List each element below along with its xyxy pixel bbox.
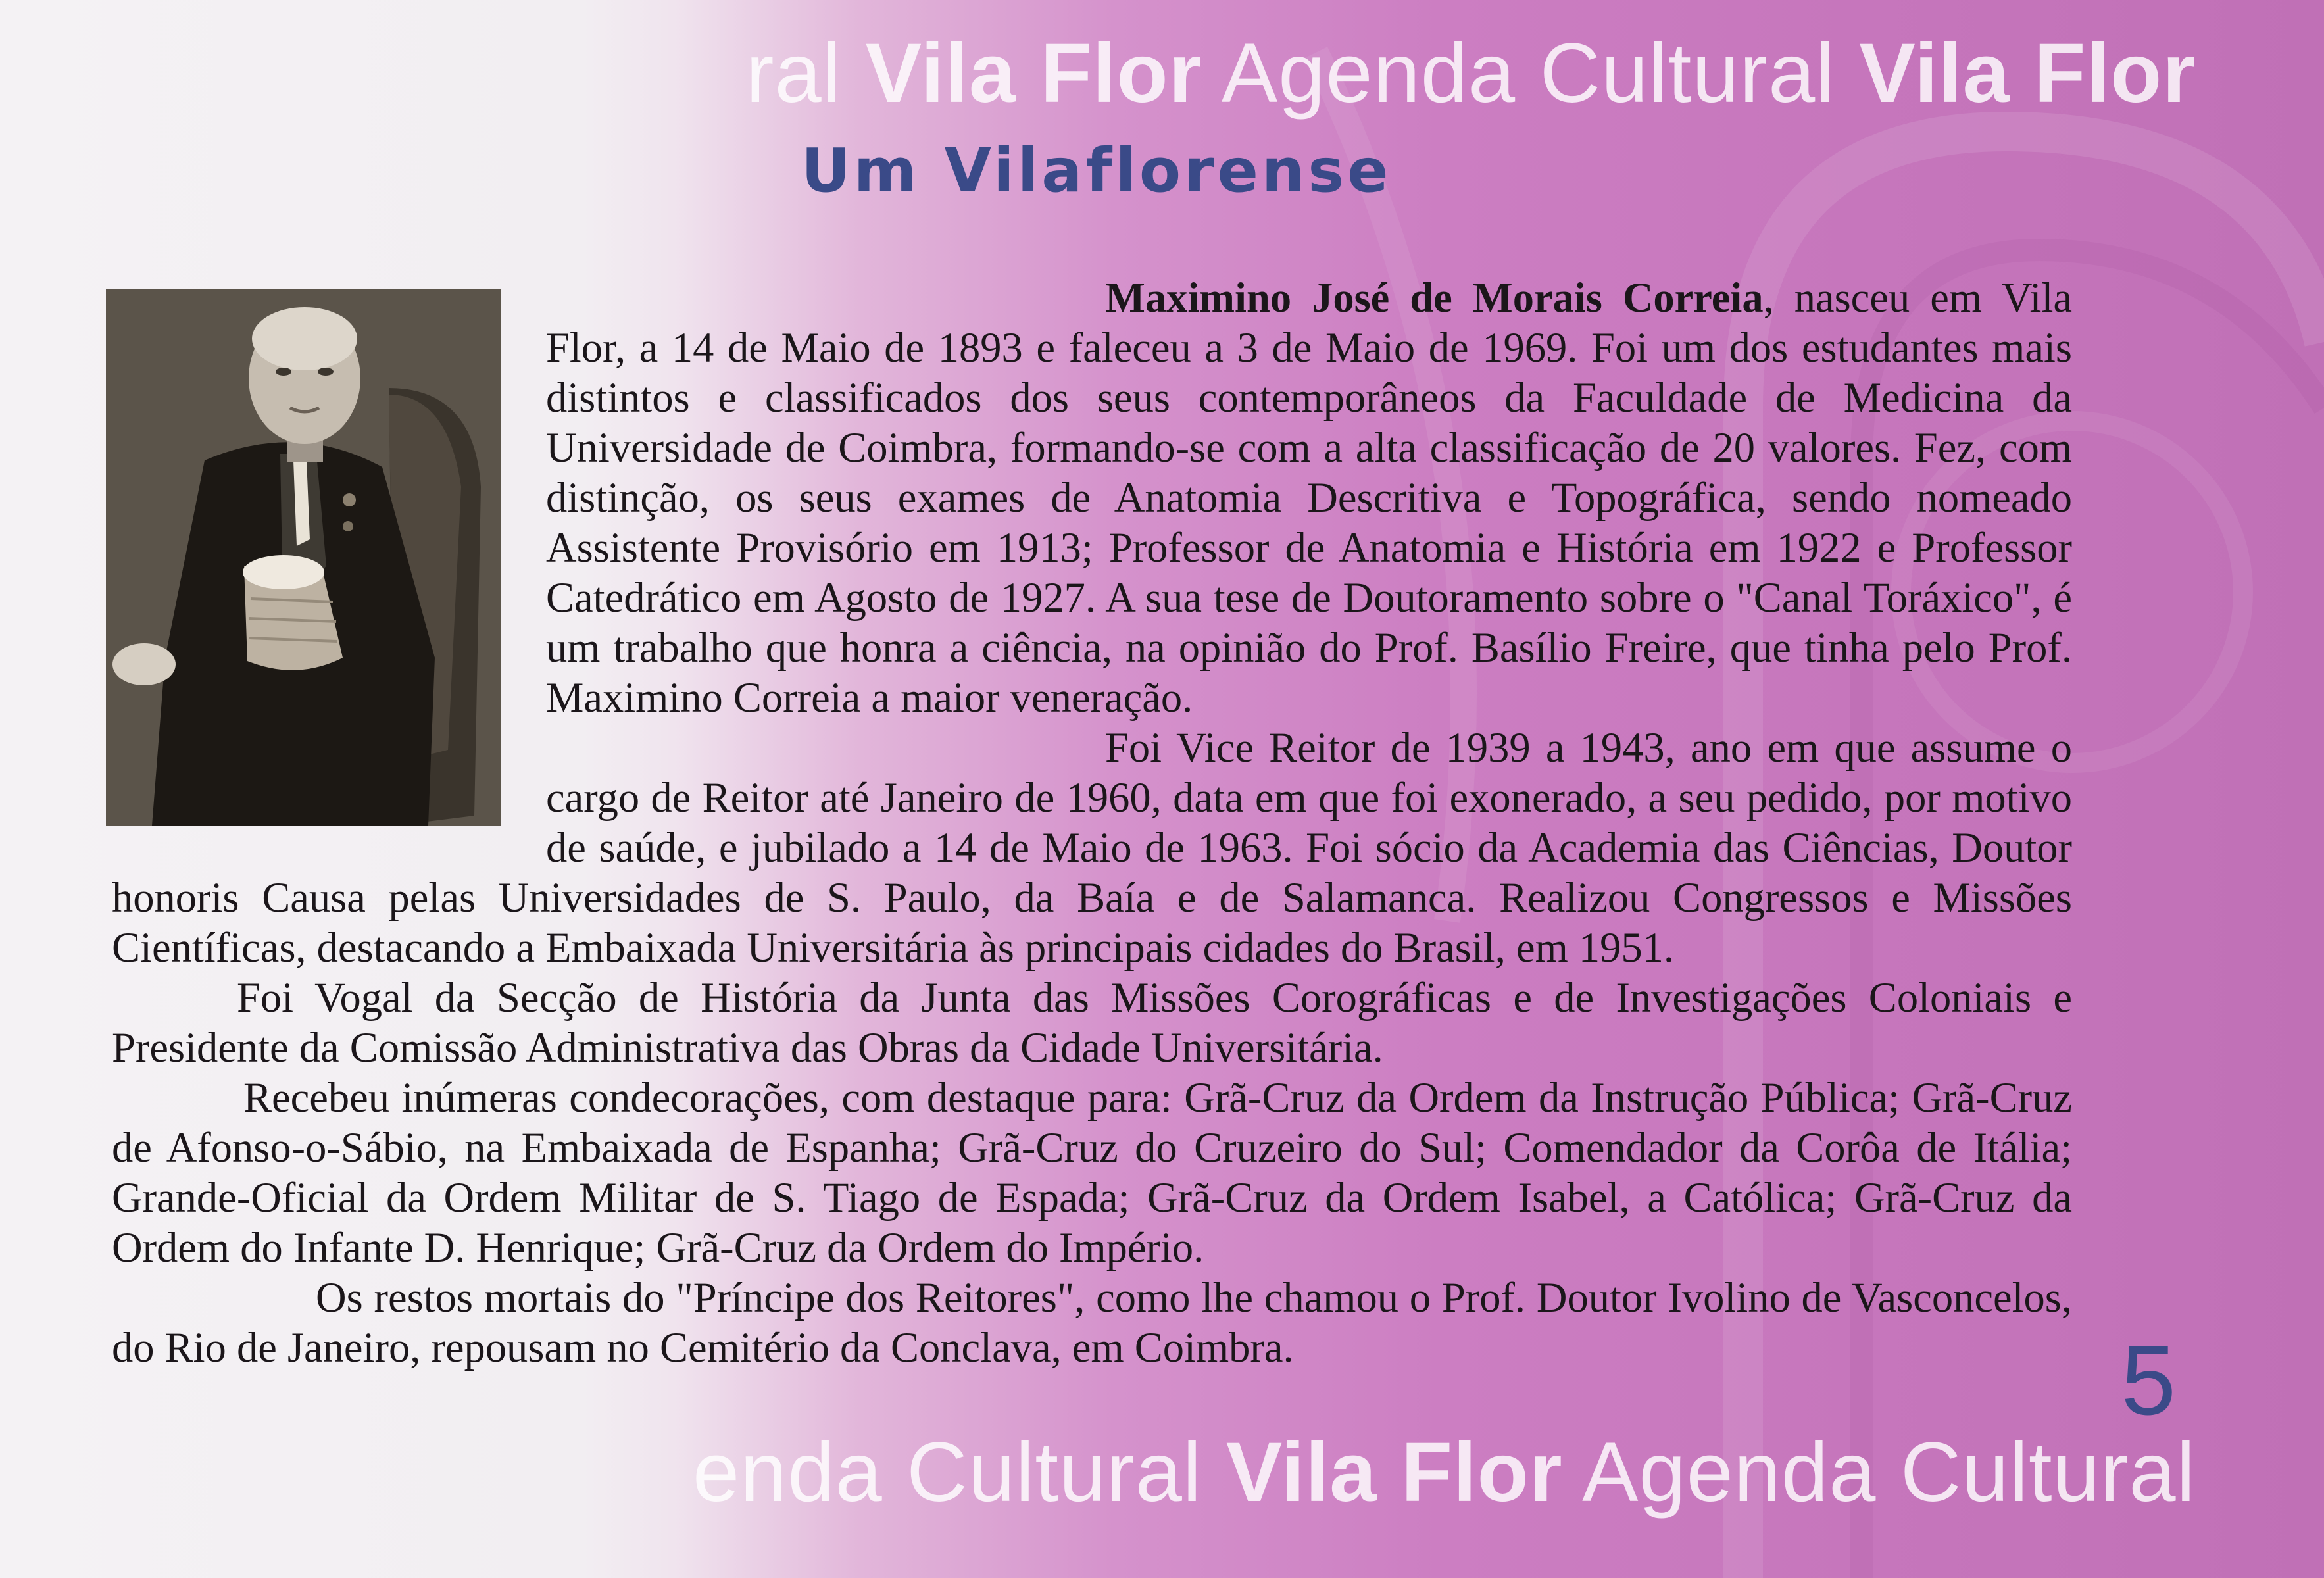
footer-band-word: Vila Flor [1225, 1425, 1563, 1519]
header-band-word: Vila Flor [865, 26, 1202, 120]
footer-band [693, 1424, 2196, 1521]
biography-article [112, 273, 2072, 1373]
header-band-word: Agenda Cultural [1221, 26, 1835, 120]
article-paragraph: Recebeu inúmeras condecorações, com destaque para: Grã-Cruz da Ordem da Instrução Pública; Grã-Cruz de Afonso-o-Sábio, na Embaixada de Espanha; Grã-Cruz do Cruzeiro do Sul; Comendador da Corôa de Itália; Grande-Oficial da Ordem Militar de S. Tiago de Espada; Grã-Cruz da Ordem Isabel, a Católica; Grã-Cruz da Ordem do Infante D. Henrique; Grã-Cruz da Ordem do Império. [112, 1074, 2072, 1271]
paragraph-text: , nasceu em Vila Flor, a 14 de Maio de 1893 e faleceu a 3 de Maio de 1969. Foi um dos estudantes mais distintos e classificados dos seus contemporâneos da Faculdade de Medicina da Universidade de Coimbra, formando-se com a alta classificação de 20 valores. Fez, com distinção, os seus exames de Anatomia Descritiva e Topográfica, sendo nomeado Assistente Provisório em 1913; Professor de Anatomia e História em 1922 e Professor Catedrático em Agosto de 1927. A sua tese de Doutoramento sobre o "Canal Toráxico", é um trabalho que honra a ciência, na opinião do Prof. Basílio Freire, que tinha pelo Prof. Maximino Correia a maior veneração. [546, 274, 2073, 721]
article-paragraph: Foi Vogal da Secção de História da Junta das Missões Corográficas e de Investigações Coloniais e Presidente da Comissão Administrativa das Obras da Cidade Universitária. [112, 974, 2072, 1071]
article-paragraph: Os restos mortais do "Príncipe dos Reitores", como lhe chamou o Prof. Doutor Ivolino de Vasconcelos, do Rio de Janeiro, repousam no Cemitério da Conclava, em Coimbra. [112, 1274, 2072, 1371]
photo-wrap-spacer [112, 273, 546, 849]
page-number: 5 [2121, 1325, 2176, 1435]
section-title: Um Vilaflorense [801, 136, 1392, 206]
header-band-word: ral [745, 26, 842, 120]
header-band [746, 25, 2196, 122]
footer-band-word: Agenda Cultural [1582, 1425, 2196, 1519]
biography-subject-name: Maximino José de Morais Correia [1105, 274, 1764, 321]
article-paragraph: Foi Vice Reitor de 1939 a 1943, ano em que assume o cargo de Reitor até Janeiro de 1960, data em que foi exonerado, a seu pedido, por motivo de saúde, e jubilado a 14 de Maio de 1963. Foi sócio da Academia das Ciências, Doutor honoris Causa pelas Universidades de S. Paulo, da Baía e de Salamanca. Realizou Congressos e Missões Científicas, destacando a Embaixada Universitária às principais cidades do Brasil, em 1951. [112, 724, 2072, 971]
footer-band-word: enda Cultural [692, 1425, 1202, 1519]
header-band-word: Vila Flor [1859, 26, 2196, 120]
